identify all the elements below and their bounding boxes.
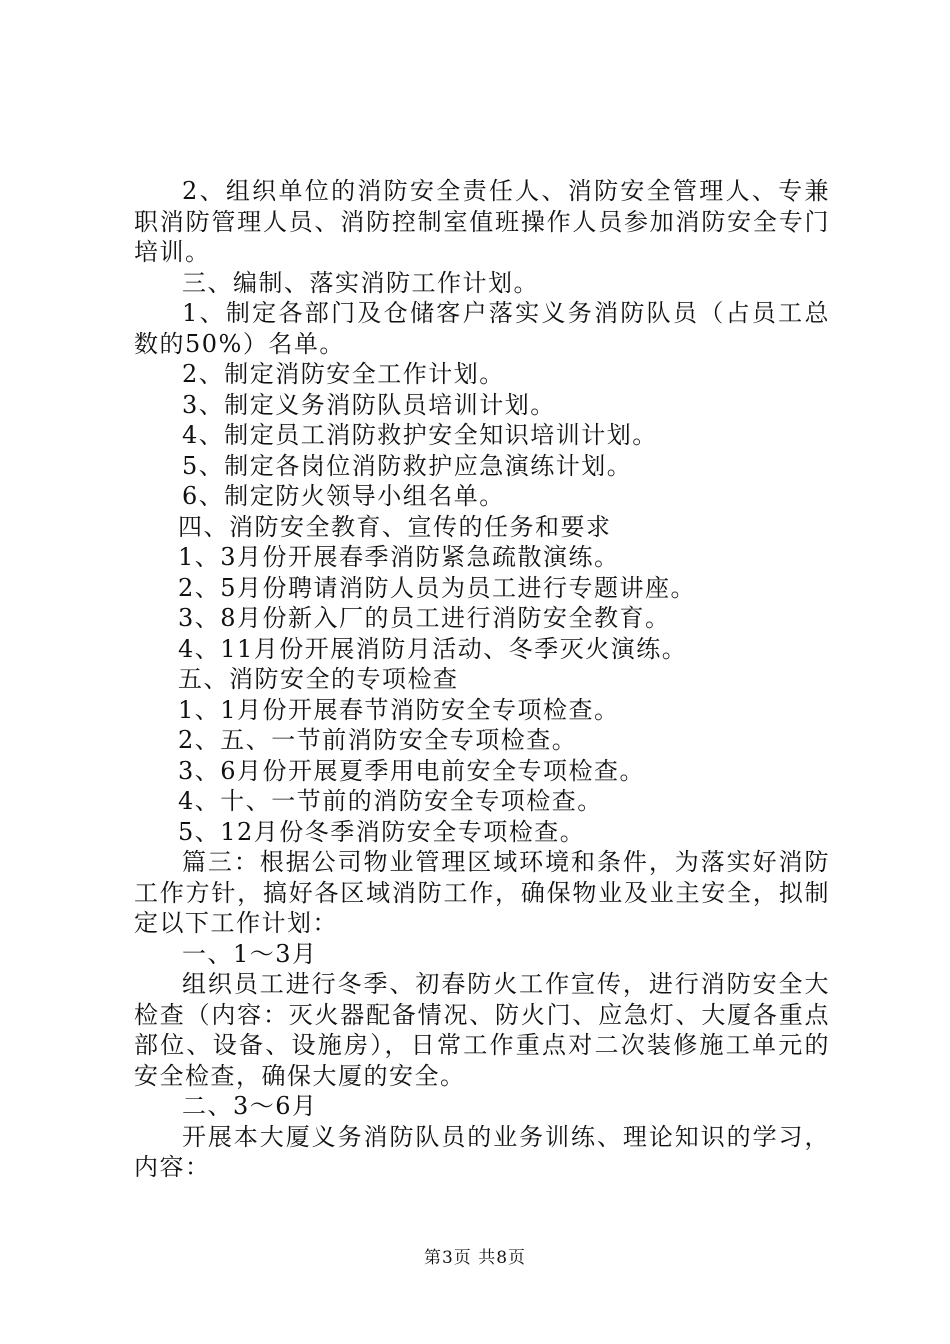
paragraph: 5、制定各岗位消防救护应急演练计划。 [182, 451, 633, 480]
paragraph: 1、制定各部门及仓储客户落实义务消防队员（占员工总数的50%）名单。 [134, 299, 830, 358]
paragraph: 2、5月份聘请消防人员为员工进行专题讲座。 [178, 573, 697, 602]
document-body [134, 176, 830, 1183]
paragraph: 一、1～3月 [182, 939, 318, 968]
paragraph: 4、十、一节前的消防安全专项检查。 [178, 787, 603, 815]
paragraph: 3、6月份开展夏季用电前安全专项检查。 [178, 756, 646, 785]
paragraph: 2、五、一节前消防安全专项检查。 [178, 726, 578, 754]
paragraph: 1、1月份开展春节消防安全专项检查。 [178, 695, 620, 724]
page-footer: 第3页 共8页 [423, 1248, 527, 1268]
paragraph: 1、3月份开展春季消防紧急疏散演练。 [178, 543, 620, 571]
paragraph: 2、组织单位的消防安全责任人、消防安全管理人、专兼职消防管理人员、消防控制室值班操作人员参加消防安全专门培训。 [134, 177, 830, 266]
paragraph: 6、制定防火领导小组名单。 [182, 482, 505, 510]
paragraph: 开展本大厦义务消防队员的业务训练、理论知识的学习，内容： [134, 1122, 830, 1181]
paragraph: 3、制定义务消防队员培训计划。 [182, 390, 556, 419]
paragraph: 4、制定员工消防救护安全知识培训计划。 [182, 421, 658, 449]
paragraph: 三、编制、落实消防工作计划。 [182, 268, 539, 297]
paragraph: 五、消防安全的专项检查 [178, 665, 459, 693]
paragraph: 二、3～6月 [182, 1092, 318, 1120]
paragraph: 3、8月份新入厂的员工进行消防安全教育。 [178, 604, 671, 632]
paragraph: 5、12月份冬季消防安全专项检查。 [178, 817, 586, 846]
paragraph: 四、消防安全教育、宣传的任务和要求 [178, 512, 612, 541]
paragraph: 组织员工进行冬季、初春防火工作宣传，进行消防安全大检查（内容：灭火器配备情况、防火门、应急灯、大厦各重点部位、设备、设施房），日常工作重点对二次装修施工单元的安全检查，确保大厦的安全。 [134, 970, 830, 1090]
paragraph: 4、11月份开展消防月活动、冬季灭火演练。 [178, 634, 688, 663]
paragraph: 2、制定消防安全工作计划。 [182, 360, 505, 388]
paragraph: 篇三：根据公司物业管理区域环境和条件，为落实好消防工作方针，搞好各区域消防工作，确保物业及业主安全，拟制定以下工作计划： [134, 848, 830, 937]
